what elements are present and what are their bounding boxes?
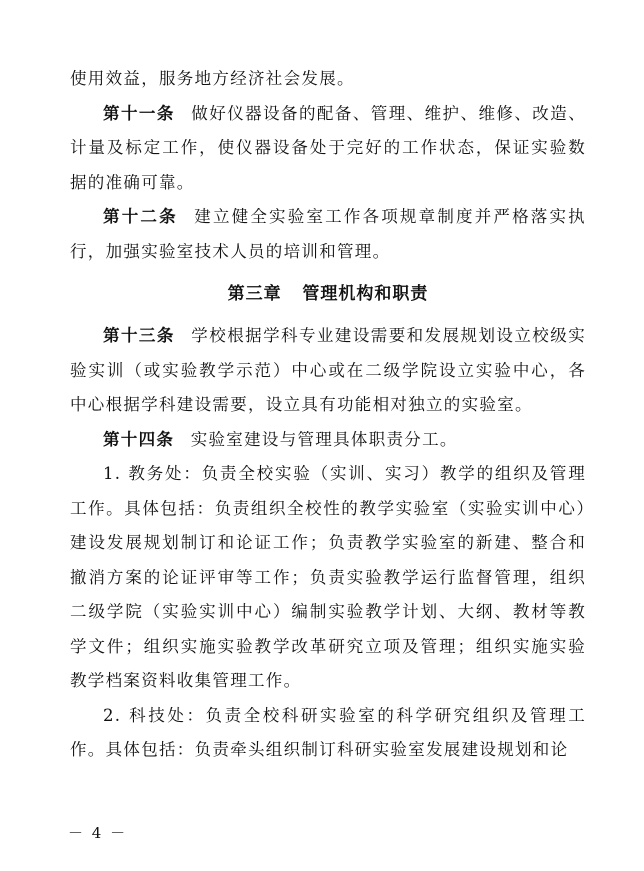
list-item-academic-affairs	[70, 457, 586, 699]
paragraph-text: 使用效益，服务地方经济社会发展。	[70, 69, 355, 88]
document-body	[70, 62, 586, 768]
paragraph-continuation	[70, 62, 586, 97]
article-13	[70, 319, 586, 423]
article-text: 做好仪器设备的配备、管理、维护、维修、改造、计量及标定工作，使仪器设备处于完好的工作状态，保证实验数据的准确可靠。	[70, 103, 586, 192]
article-12	[70, 200, 586, 269]
article-label: 第十四条	[103, 429, 175, 449]
article-text: 建立健全实验室工作各项规章制度并严格落实执行，加强实验室技术人员的培训和管理。	[70, 207, 586, 261]
chapter-title: 管理机构和职责	[302, 284, 429, 304]
article-label: 第十三条	[103, 326, 175, 345]
article-text: 实验室建设与管理具体职责分工。	[190, 429, 458, 449]
article-11	[70, 97, 586, 201]
list-item-text: 1. 教务处：负责全校实验（实训、实习）教学的组织及管理工作。具体包括：负责组织全校性的教学实验室（实验实训中心）建设发展规划制订和论证工作；负责教学实验室的新建、整合和撤消方案的论证评审等工作；负责实验教学运行监督管理，组织二级学院（实验实训中心）编制实验教学计划、大纲、教材等教学文件；组织实施实验教学改革研究立项及管理；组织实施实验教学档案资料收集管理工作。	[70, 464, 586, 690]
list-item-text: 2. 科技处：负责全校科研实验室的科学研究组织及管理工作。具体包括：负责牵头组织制订科研实验室发展建设规划和论	[70, 705, 586, 759]
article-label: 第十二条	[103, 207, 178, 226]
chapter-heading	[70, 277, 586, 311]
article-label: 第十一条	[103, 103, 175, 123]
page-number: － 4 －	[68, 824, 128, 842]
article-14	[70, 423, 586, 458]
chapter-number: 第三章	[227, 284, 282, 304]
article-text: 学校根据学科专业建设需要和发展规划设立校级实验实训（或实验教学示范）中心或在二级学院设立实验中心，各中心根据学科建设需要，设立具有功能相对独立的实验室。	[70, 326, 586, 414]
list-item-science-technology	[70, 699, 586, 768]
